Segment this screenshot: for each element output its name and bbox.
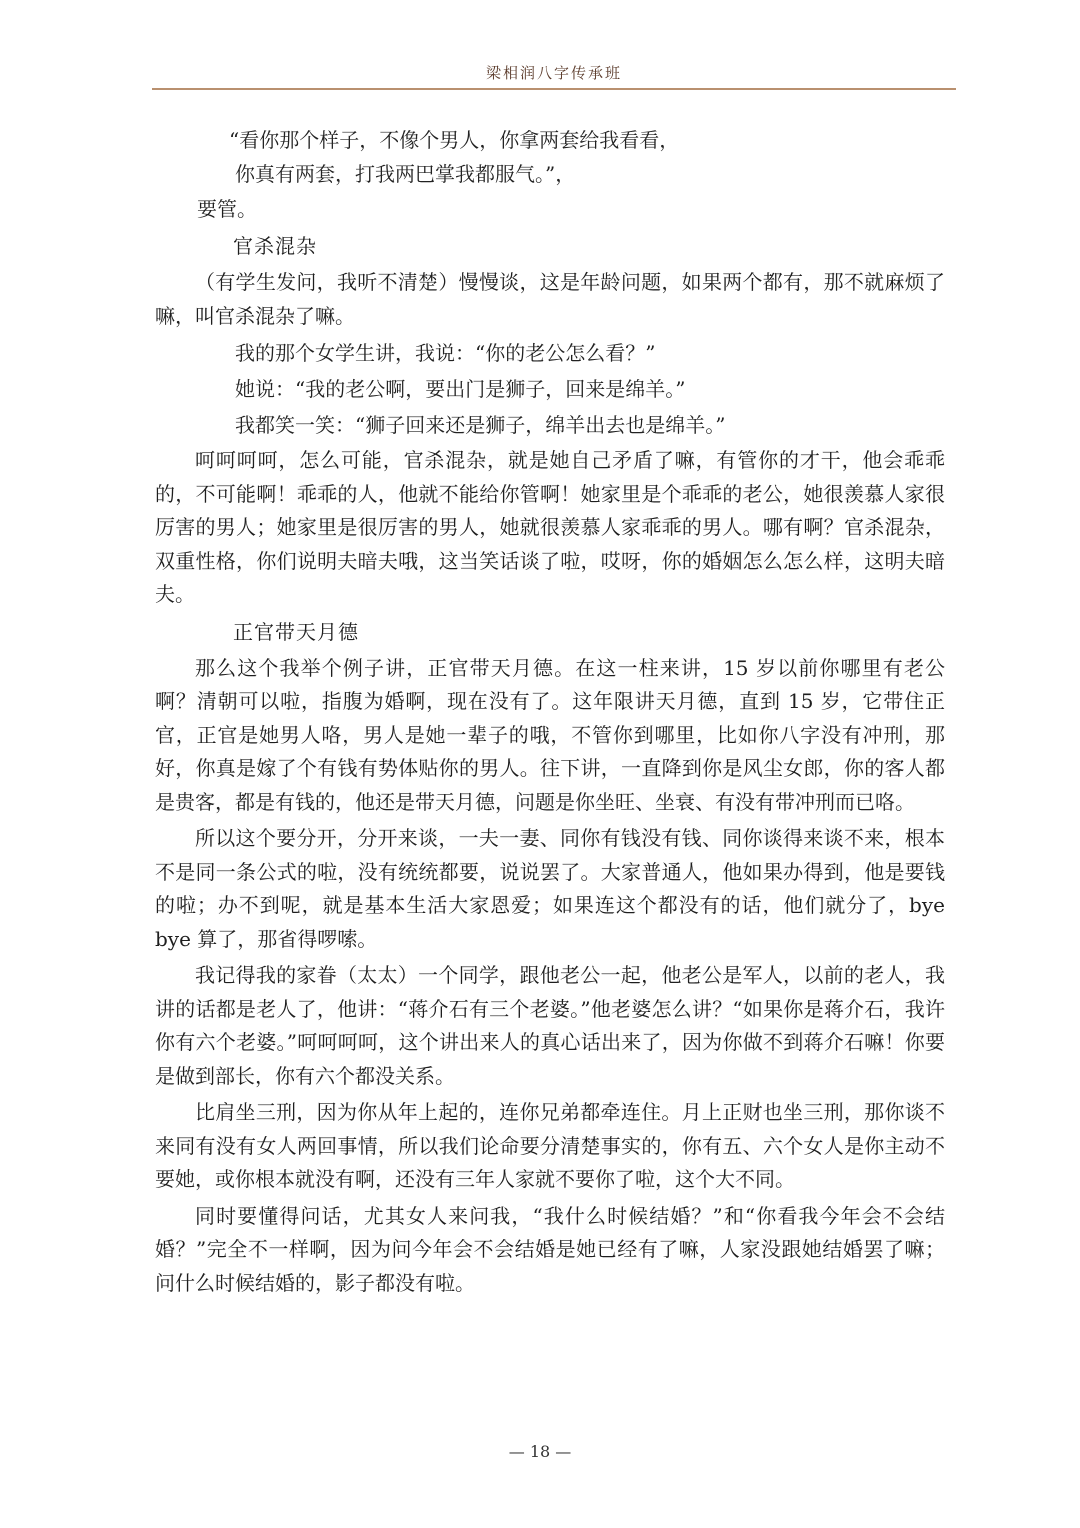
running-header: 梁相润八字传承班 [485, 64, 622, 82]
paragraph: （有学生发问，我听不清楚）慢慢谈，这是年龄问题，如果两个都有，那不就麻烦了嘛，叫官杀混杂了嘛。 [155, 270, 945, 328]
paragraph: 同时要懂得问话，尤其女人来问我，“我什么时候结婚？”和“你看我今年会不会结婚？”完全不一样啊，因为问今年会不会结婚是她已经有了嘛，人家没跟她结婚罢了嘛；问什么时候结婚的，影子都没有啦。 [155, 1203, 945, 1295]
paragraph: 呵呵呵呵，怎么可能，官杀混杂，就是她自己矛盾了嘛，有管你的才干，他会乖乖的，不可能啊！乖乖的人，他就不能给你管啊！她家里是个乖乖的老公，她很羡慕人家很厉害的男人；她家里是很厉害的男人，她就很羡慕人家乖乖的男人。哪有啊？官杀混杂，双重性格，你们说明夫暗夫哦，这当笑话谈了啦，哎呀，你的婚姻怎么怎么样，这明夫暗夫。 [155, 448, 945, 606]
paragraph: 那么这个我举个例子讲，正官带天月德。在这一柱来讲，15 岁以前你哪里有老公啊？清朝可以啦，指腹为婚啊，现在没有了。这年限讲天月德，直到 15 岁，它带住正官，正官是她男人咯，男人是她一辈子的哦，不管你到哪里，比如你八字没有冲刑，那好，你真是嫁了个有钱有势体贴你的男人。往下讲，一直降到你是风尘女郎，你的客人都是贵客，都是有钱的，他还是带天月德，问题是你坐旺、坐衰、有没有带冲刑而已咯。 [155, 655, 945, 814]
quote-line-2: 你真有两套，打我两巴掌我都服气。”， [235, 162, 576, 186]
quote-line-1: “看你那个样子，不像个男人，你拿两套给我看看， [229, 128, 680, 152]
paragraph: 比肩坐三刑，因为你从年上起的，连你兄弟都牵连住。月上正财也坐三刑，那你谈不来同有没有女人两回事情，所以我们论命要分清楚事实的，你有五、六个女人是你主动不要她，或你根本就没有啊，还没有三年人家就不要你了啦，这个大不同。 [155, 1100, 945, 1191]
section-heading: 官杀混杂 [233, 234, 317, 258]
text-line: 要管。 [197, 197, 257, 221]
section-heading: 正官带天月德 [233, 619, 359, 644]
dialogue-line: 我的那个女学生讲，我说：“你的老公怎么看？” [235, 341, 656, 365]
header-divider [152, 88, 956, 90]
paragraph: 我记得我的家眷（太太）一个同学，跟他老公一起，他老公是军人，以前的老人，我讲的话都是老人了，他讲：“蒋介石有三个老婆。”他老婆怎么讲？“如果你是蒋介石，我许你有六个老婆。”呵呵呵呵，这个讲出来人的真心话出来了，因为你做不到蒋介石嘛！你要是做到部长，你有六个都没关系。 [155, 963, 945, 1088]
paragraph: 所以这个要分开，分开来谈，一夫一妻、同你有钱没有钱、同你谈得来谈不来，根本不是同一条公式的啦，没有统统都要，说说罢了。大家普通人，他如果办得到，他是要钱的啦；办不到呢，就是基本生活大家恩爱；如果连这个都没有的话，他们就分了，bye bye 算了，那省得啰嗦。 [155, 826, 945, 951]
dialogue-line: 我都笑一笑：“狮子回来还是狮子，绵羊出去也是绵羊。” [235, 413, 726, 437]
dialogue-line: 她说：“我的老公啊，要出门是狮子，回来是绵羊。” [235, 377, 686, 401]
page-body [155, 124, 945, 1300]
page-number: — 18 — [508, 1442, 572, 1461]
